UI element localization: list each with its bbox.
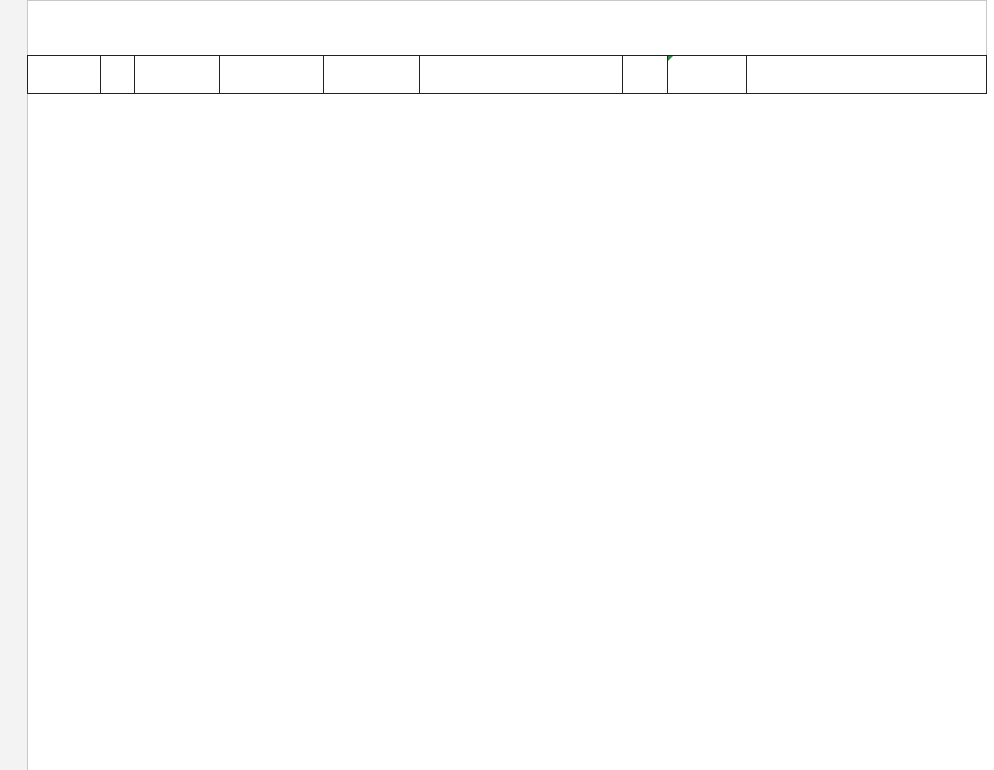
header-major[interactable] (747, 56, 987, 94)
row-header-column (0, 0, 28, 770)
header-name[interactable] (28, 56, 101, 94)
header-hiring-agency[interactable] (220, 56, 324, 94)
header-education[interactable] (623, 56, 668, 94)
header-gender[interactable] (101, 56, 135, 94)
sheet-title[interactable] (28, 1, 987, 56)
header-ticket-number[interactable] (135, 56, 220, 94)
header-position[interactable] (324, 56, 420, 94)
header-degree[interactable] (668, 56, 747, 94)
header-employer-or-school[interactable] (420, 56, 623, 94)
header-row (28, 56, 987, 94)
data-table (27, 0, 987, 94)
comment-marker-icon (668, 56, 673, 61)
